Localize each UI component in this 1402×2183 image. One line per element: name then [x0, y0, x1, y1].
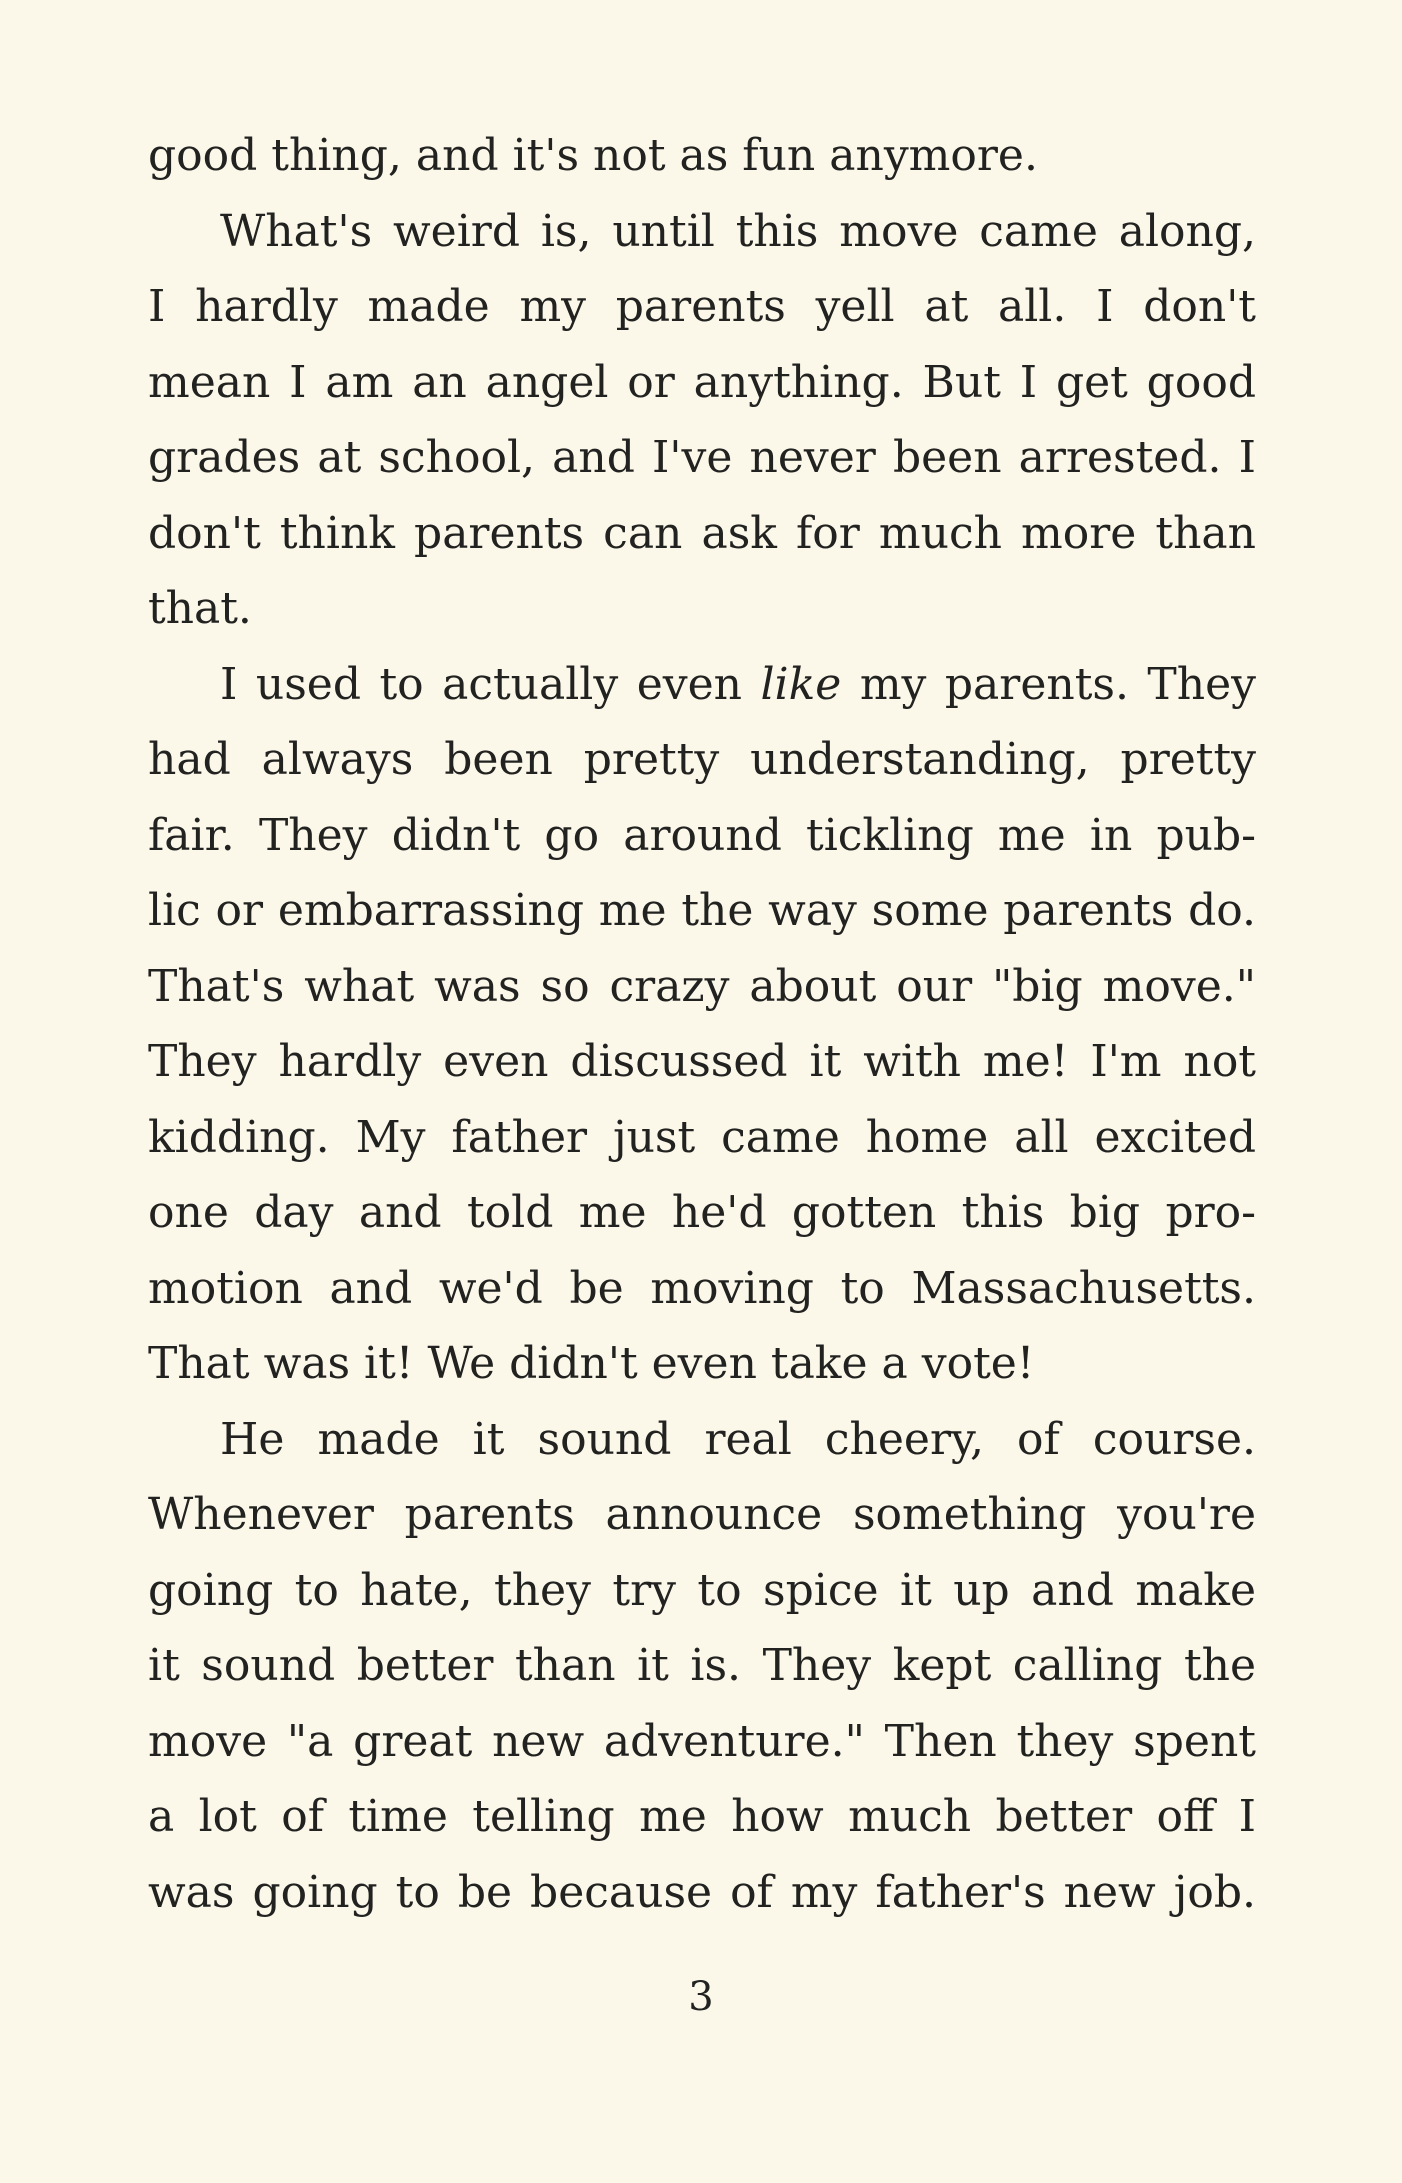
text-line: fair. They didn't go around tickling me in pub-: [148, 809, 1256, 861]
page-number: 3: [688, 1974, 714, 2020]
text-segment: I used to actually even: [220, 658, 761, 710]
text-segment: my parents. They: [841, 658, 1256, 710]
text-line: That's what was so crazy about our "big move.": [148, 960, 1256, 1012]
text-line: kidding. My father just came home all excited: [148, 1111, 1256, 1163]
text-line: going to hate, they try to spice it up and make: [148, 1564, 1256, 1616]
italic-word: like: [760, 658, 842, 710]
body-text: [148, 118, 1256, 1930]
text-line: He made it sound real cheery, of course.: [220, 1413, 1256, 1465]
text-line: had always been pretty understanding, pretty: [148, 734, 1256, 785]
text-line: Whenever parents announce something you're: [148, 1489, 1256, 1540]
text-line: good thing, and it's not as fun anymore.: [148, 130, 1038, 181]
text-line: That was it! We didn't even take a vote!: [148, 1338, 1035, 1389]
text-line: one day and told me he'd gotten this big pro-: [148, 1187, 1256, 1238]
text-line: grades at school, and I've never been arrested. I: [148, 432, 1256, 483]
text-line: lic or embarrassing me the way some parents do.: [148, 885, 1256, 936]
text-line: don't think parents can ask for much more than: [148, 507, 1256, 559]
text-line: [148, 647, 1256, 723]
text-line: They hardly even discussed it with me! I'm not: [148, 1036, 1256, 1087]
text-line: that.: [148, 583, 252, 634]
text-line: it sound better than it is. They kept calling the: [148, 1640, 1256, 1691]
text-line: a lot of time telling me how much better off I: [148, 1791, 1256, 1842]
text-line: was going to be because of my father's new job.: [148, 1866, 1256, 1918]
text-line: What's weird is, until this move came along,: [220, 205, 1256, 257]
text-line: motion and we'd be moving to Massachusetts.: [148, 1262, 1256, 1314]
text-line: move "a great new adventure." Then they spent: [148, 1715, 1256, 1767]
text-line: I hardly made my parents yell at all. I don't: [148, 281, 1256, 332]
text-line: mean I am an angel or anything. But I get good: [148, 356, 1256, 408]
